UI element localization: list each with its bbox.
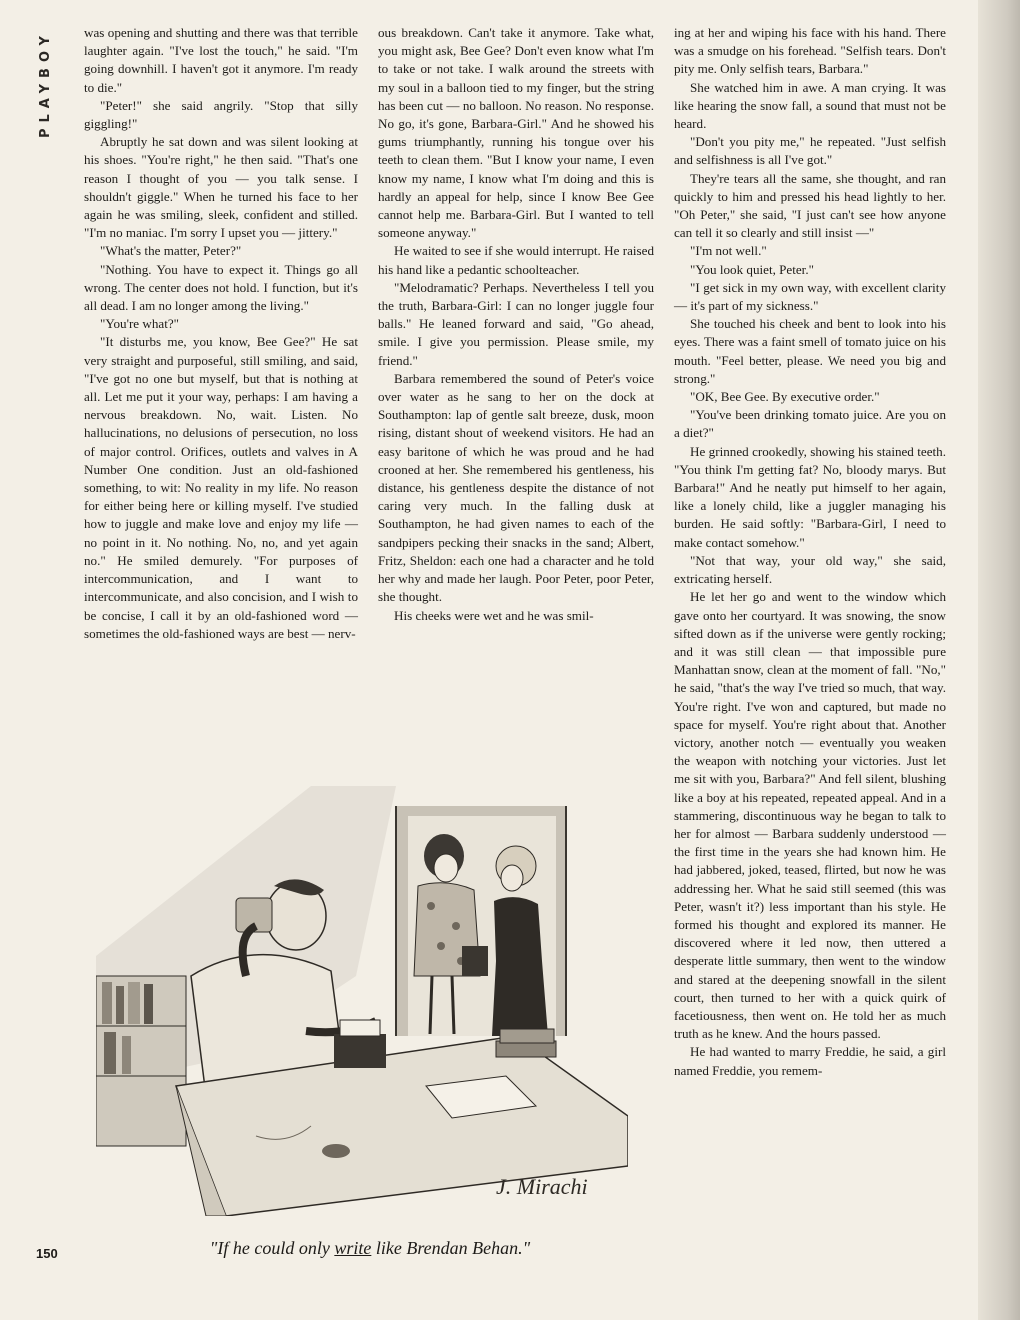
text-column-1 [84, 24, 358, 643]
paragraph: He waited to see if she would interrupt. He raised his hand like a pedantic schoolteacher. [378, 243, 654, 277]
paragraph: ing at her and wiping his face with his hand. There was a smudge on his forehead. "Selfish tears. Don't pity me. Only selfish tears, Barbara." [674, 25, 946, 77]
paragraph: "I get sick in my own way, with excellent clarity — it's part of my sickness." [674, 279, 946, 314]
paragraph: "Not that way, your old way," she said, extricating herself. [674, 552, 946, 587]
caption-text-underlined: write [334, 1238, 372, 1258]
caption-text-start: "If he could only [209, 1238, 335, 1258]
paragraph: "You're what?" [100, 316, 179, 332]
paragraph: "I'm not well." [690, 243, 767, 259]
page-edge-shadow [978, 0, 1020, 1320]
text-column-2 [378, 24, 654, 625]
typewriter [334, 1034, 386, 1068]
paragraph: He had wanted to marry Freddie, he said, a girl named Freddie, you remem- [674, 1044, 946, 1078]
paragraph: "What's the matter, Peter?" [100, 243, 242, 259]
paragraph: "You look quiet, Peter." [690, 261, 814, 277]
paragraph: "Don't you pity me," he repeated. "Just selfish and selfishness is all I've got." [674, 134, 946, 168]
caption-text-end: like Brendan Behan." [371, 1238, 531, 1258]
paragraph: He grinned crookedly, showing his stained teeth. "You think I'm getting fat? No, bloody marys. But Barbara!" And he neatly put himself to her again, like a lonely child, like a juggler managing his burden. He said softly: "Barbara-Girl, I need to make contact somehow." [674, 443, 946, 550]
artist-signature: J. Mirachi [496, 1174, 588, 1199]
page-number: 150 [36, 1246, 58, 1261]
paragraph: "Nothing. You have to expect it. Things go all wrong. The center does not hold. I function, but it's all dead. I am no longer among the living." [84, 261, 358, 314]
paragraph: ous breakdown. Can't take it anymore. Take what, you might ask, Bee Gee? Don't even know what I'm to take or not take. I walk around the streets with my soul in a balloon tied to my finger, but the string has been cut — no balloon. No reason. No response. No go, it's gone, Barbara-Girl." And he showed his gums triumphantly, running his tongue over his teeth to clean them. "But I know your name, I even know my name, I know what I'm doing and this is hardly an appeal for help, since I know Bee Gee cannot help me. Barbara-Girl. But I wanted to tell someone anyway." [378, 25, 654, 241]
paragraph: "You've been drinking tomato juice. Are you on a diet?" [674, 407, 946, 441]
paragraph: Barbara remembered the sound of Peter's voice over water as he sang to her on the dock at Southampton: lap of gentle salt breeze, dusk, moon rising, distant shout of weekend visitors. He had an easy baritone of which he was proud and he had crooned at her. She remembered his gentleness, his distance, his gentleness despite the distance of not caring very much. In the falling dusk at Southampton, he had given names to each of the sandpipers pecking their snacks in the sand; Albert, Fritz, Sheldon: each one had a character and he told her why and made her laugh. Poor Peter, poor Peter, she thought. [378, 370, 654, 605]
paragraph: She watched him in awe. A man crying. It was like hearing the snow fall, a sound that must not be heard. [674, 79, 946, 132]
cartoon-caption [110, 1238, 630, 1259]
paragraph: His cheeks were wet and he was smil- [394, 607, 594, 623]
paragraph: "Peter!" she said angrily. "Stop that silly giggling!" [84, 97, 358, 132]
cartoon-illustration [96, 786, 628, 1216]
paragraph: They're tears all the same, she thought, and ran quickly to him and pressed his head lightly to her. "Oh Peter," she said, "I just can't see how anyone can tell it so clearly and still insist —" [674, 170, 946, 241]
paragraph: She touched his cheek and bent to look into his eyes. There was a faint smell of tomato juice on his mouth. "Feel better, please. We need you big and strong." [674, 316, 946, 386]
text-column-3 [674, 24, 946, 1080]
paragraph: He let her go and went to the window which gave onto her courtyard. It was snowing, the snow sifted down as if the universe were gently rocking; and it was still clean — that impossible pure Manhattan snow, clean at the moment of fall. "No," he said, "that's the way I've tried so much, that way. You're right. I've won and captured, but made no space for myself. You're right about that. Another victory, another notch — eventually you weaken the weapon with notching your victories. Just let me sit with you, Barbara?" And fell silent, blushing like a boy at his repeated, repeated appeal. And in a stammering, discontinuous way he began to talk to her for almost — Barbara suddenly understood — the first time in the years she had known him. He had jabbered, joked, teased, flirted, but now he was addressing her. What he said still seemed (this was Peter, wasn't it?) less important than his style. He formed his thought and explored its manner. He discovered where it led now, then uttered a desperate little summary, then went to the window and stared at the deepening snowfall in the silent court, then turned to her with a quick quirk of facetiousness, then went on. He told her as much truth as he knew. And the hours passed. [674, 589, 946, 1042]
paragraph: "Melodramatic? Perhaps. Nevertheless I tell you the truth, Barbara-Girl: I can no longer juggle four balls." He leaned forward and said, "Go ahead, smile. I give you permission. Please smile, my friend." [378, 279, 654, 368]
paragraph: "It disturbs me, you know, Bee Gee?" He sat very straight and purposeful, still smiling, and said, "I've got no one but myself, but that is nothing at all. Let me put it your way, perhaps: I am having a nervous breakdown. No, wait. Listen. No hallucinations, no delusions of persecution, no loss of major control. Orifices, outlets and valves in A Number One condition. Just an old-fashioned something, to wit: No reality in my life. No reason for either being here or killing myself. I've studied how to juggle and make love and enjoy my life — no point in it. No nothing. No, no, and yet again no." He smiled demurely. "For purposes of intercommunication, and I want to intercommunicate, and also concision, and I wish to be concise, I call it by an old-fashioned word — sometimes the old-fashioned ways are best — nerv- [84, 334, 358, 641]
running-head: PLAYBOY [38, 30, 53, 138]
paragraph: was opening and shutting and there was that terrible laughter again. "I've lost the touch," he said. "I'm going downhill. I haven't got it anymore. I'm ready to die." [84, 25, 358, 95]
paragraph: "OK, Bee Gee. By executive order." [690, 389, 880, 405]
bookshelf [96, 976, 186, 1146]
paragraph: Abruptly he sat down and was silent looking at his shoes. "You're right," he then said. "That's one reason I thought of you — you talk sense. I shouldn't giggle." When he turned his face to her again he was smiling, sleek, confident and stilled. "I'm no maniac. I'm sorry I upset you — jittery." [84, 134, 358, 241]
